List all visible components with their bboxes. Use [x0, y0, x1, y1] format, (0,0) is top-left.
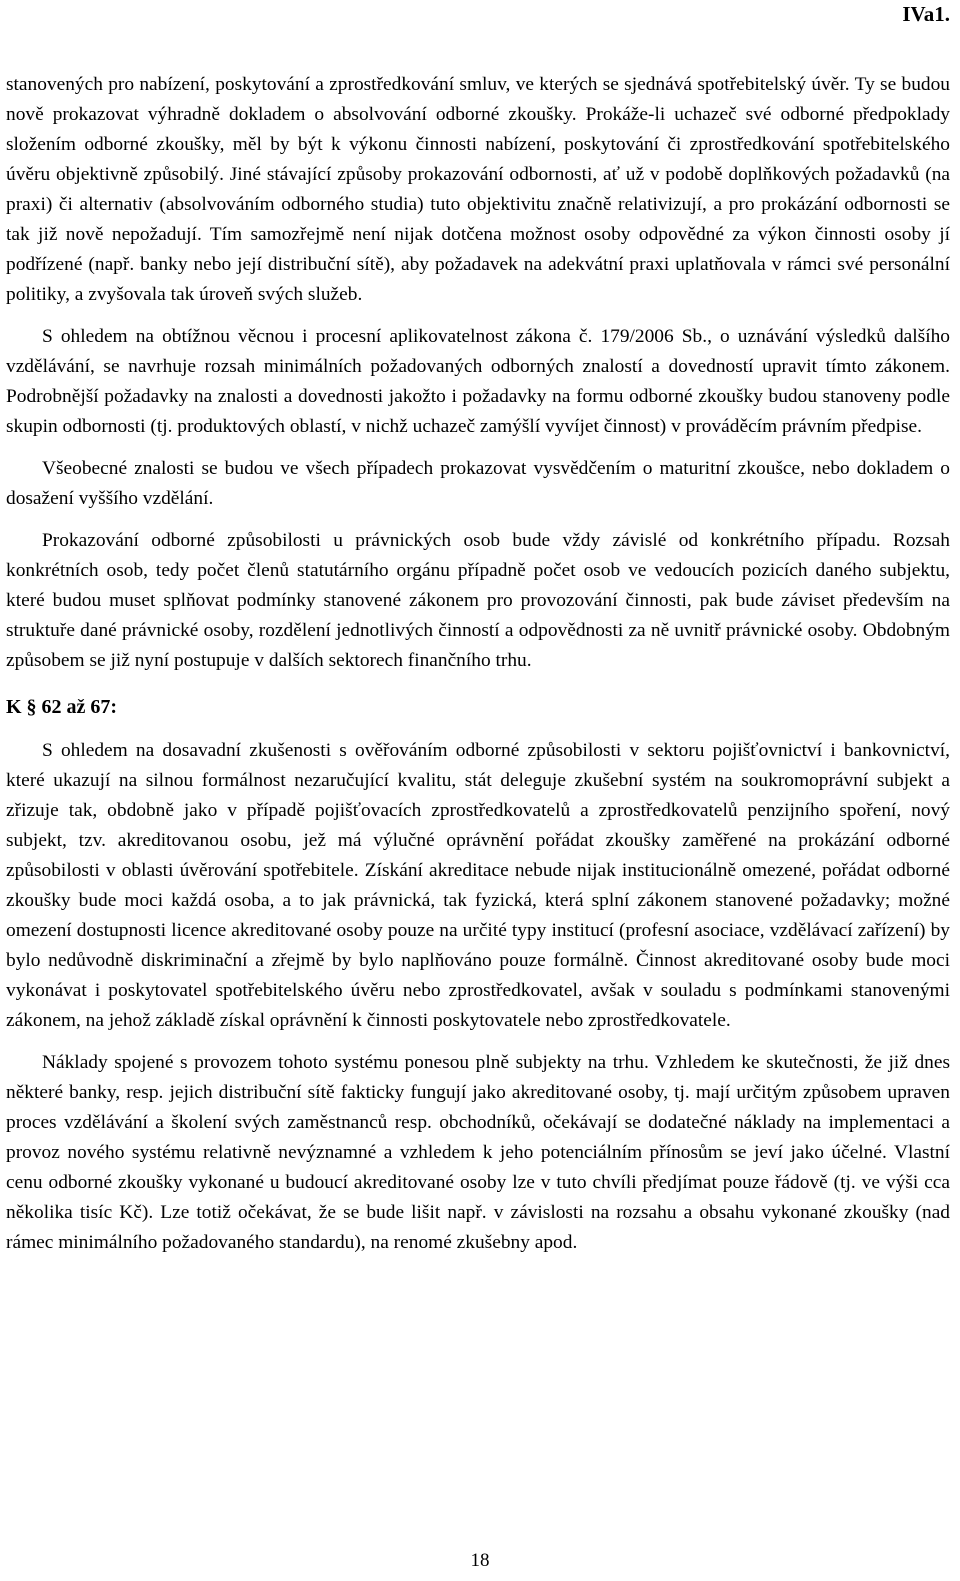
- paragraph: S ohledem na obtížnou věcnou i procesní aplikovatelnost zákona č. 179/2006 Sb., o uznávání výsledků dalšího vzdělávání, se navrhuje rozsah minimálních požadovaných odborných znalostí a dovedností upravit tímto zákonem. Podrobnější požadavky na znalosti a dovednosti jakožto i požadavky na formu odborné zkoušky budou stanoveny podle skupin odbornosti (tj. produktových oblastí, v nichž uchazeč zamýšlí vyvíjet činnost) v prováděcím právním předpise.: [6, 326, 950, 437]
- paragraph: Prokazování odborné způsobilosti u právnických osob bude vždy závislé od konkrétního případu. Rozsah konkrétních osob, tedy počet členů statutárního orgánu případně počet osob ve vedoucích pozicích daného subjektu, které budou muset splňovat podmínky stanovené zákonem pro provozování činnosti, pak bude záviset především na struktuře dané právnické osoby, rozdělení jednotlivých činností a odpovědnosti za ně uvnitř právnické osoby. Obdobným způsobem se již nyní postupuje v dalších sektorech finančního trhu.: [6, 530, 950, 671]
- paragraph: Náklady spojené s provozem tohoto systému ponesou plně subjekty na trhu. Vzhledem ke skutečnosti, že již dnes některé banky, resp. jejich distribuční sítě fakticky fungují jako akreditované osoby, tj. mají určitým způsobem upraven proces vzdělávání a školení svých zaměstnanců resp. obchodníků, očekávají se dodatečné náklady na implementaci a provoz nového systému relativně nevýznamné a vzhledem k jeho potenciálním přínosům se jeví jako účelné. Vlastní cenu odborné zkoušky vykonané u budoucí akreditované osoby lze v tuto chvíli předjímat pouze řádově (tj. ve výši cca několika tisíc Kč). Lze totiž očekávat, že se bude lišit např. v závislosti na rozsahu a obsahu vykonané zkoušky (nad rámec minimálního požadovaného standardu), na renomé zkušebny apod.: [6, 1052, 950, 1253]
- page-number: 18: [470, 1550, 490, 1571]
- section-heading: K § 62 až 67:: [6, 696, 118, 718]
- document-body: [6, 70, 950, 1258]
- paragraph: S ohledem na dosavadní zkušenosti s ověřováním odborné způsobilosti v sektoru pojišťovnictví i bankovnictví, které ukazují na silnou formálnost nezaručující kvalitu, stát deleguje zkušební systém na soukromoprávní subjekt a zřizuje tak, obdobně jako v případě pojišťovacích zprostředkovatelů a zprostředkovatelů penzijního spoření, nový subjekt, tzv. akreditovanou osobu, jež má výlučné oprávnění pořádat zkoušky zaměřené na prokázání odborné způsobilosti v oblasti úvěrování spotřebitele. Získání akreditace nebude nijak institucionálně omezené, pořádat odborné zkoušky bude moci každá osoba, a to jak právnická, tak fyzická, která splní zákonem stanovené požadavky; možné omezení dostupnosti licence akreditované osoby pouze na určité typy institucí (profesní asociace, vzdělávací zařízení) by bylo nedůvodně diskriminační a zřejmě by bylo naplňováno pouze formálně. Činnost akreditované osoby bude moci vykonávat i poskytovatel spotřebitelského úvěru nebo zprostředkovatel, avšak v souladu s podmínkami stanovenými zákonem, na jehož základě získal oprávnění k činnosti poskytovatele nebo zprostředkovatele.: [6, 740, 950, 1031]
- paragraph: Všeobecné znalosti se budou ve všech případech prokazovat vysvědčením o maturitní zkoušce, nebo dokladem o dosažení vyššího vzdělání.: [6, 458, 950, 509]
- document-label: IVa1.: [902, 2, 950, 26]
- paragraph-continued: stanovených pro nabízení, poskytování a zprostředkování smluv, ve kterých se sjednává spotřebitelský úvěr. Ty se budou nově prokazovat výhradně dokladem o absolvování odborné zkoušky. Prokáže-li uchazeč své odborné předpoklady složením odborné zkoušky, měl by být k výkonu činnosti nabízení, poskytování či zprostředkování spotřebitelského úvěru objektivně způsobilý. Jiné stávající způsoby prokazování odbornosti, ať už v podobě doplňkových požadavků (na praxi) či alternativ (absolvováním odborného studia) tuto objektivitu značně relativizují, a pro prokázání odbornosti se tak již nově nepožadují. Tím samozřejmě není nijak dotčena možnost osoby odpovědné za výkon činnosti osoby jí podřízené (např. banky nebo její distribuční sítě), aby požadavek na adekvátní praxi uplatňovala v rámci své personální politiky, a zvyšovala tak úroveň svých služeb.: [6, 74, 950, 305]
